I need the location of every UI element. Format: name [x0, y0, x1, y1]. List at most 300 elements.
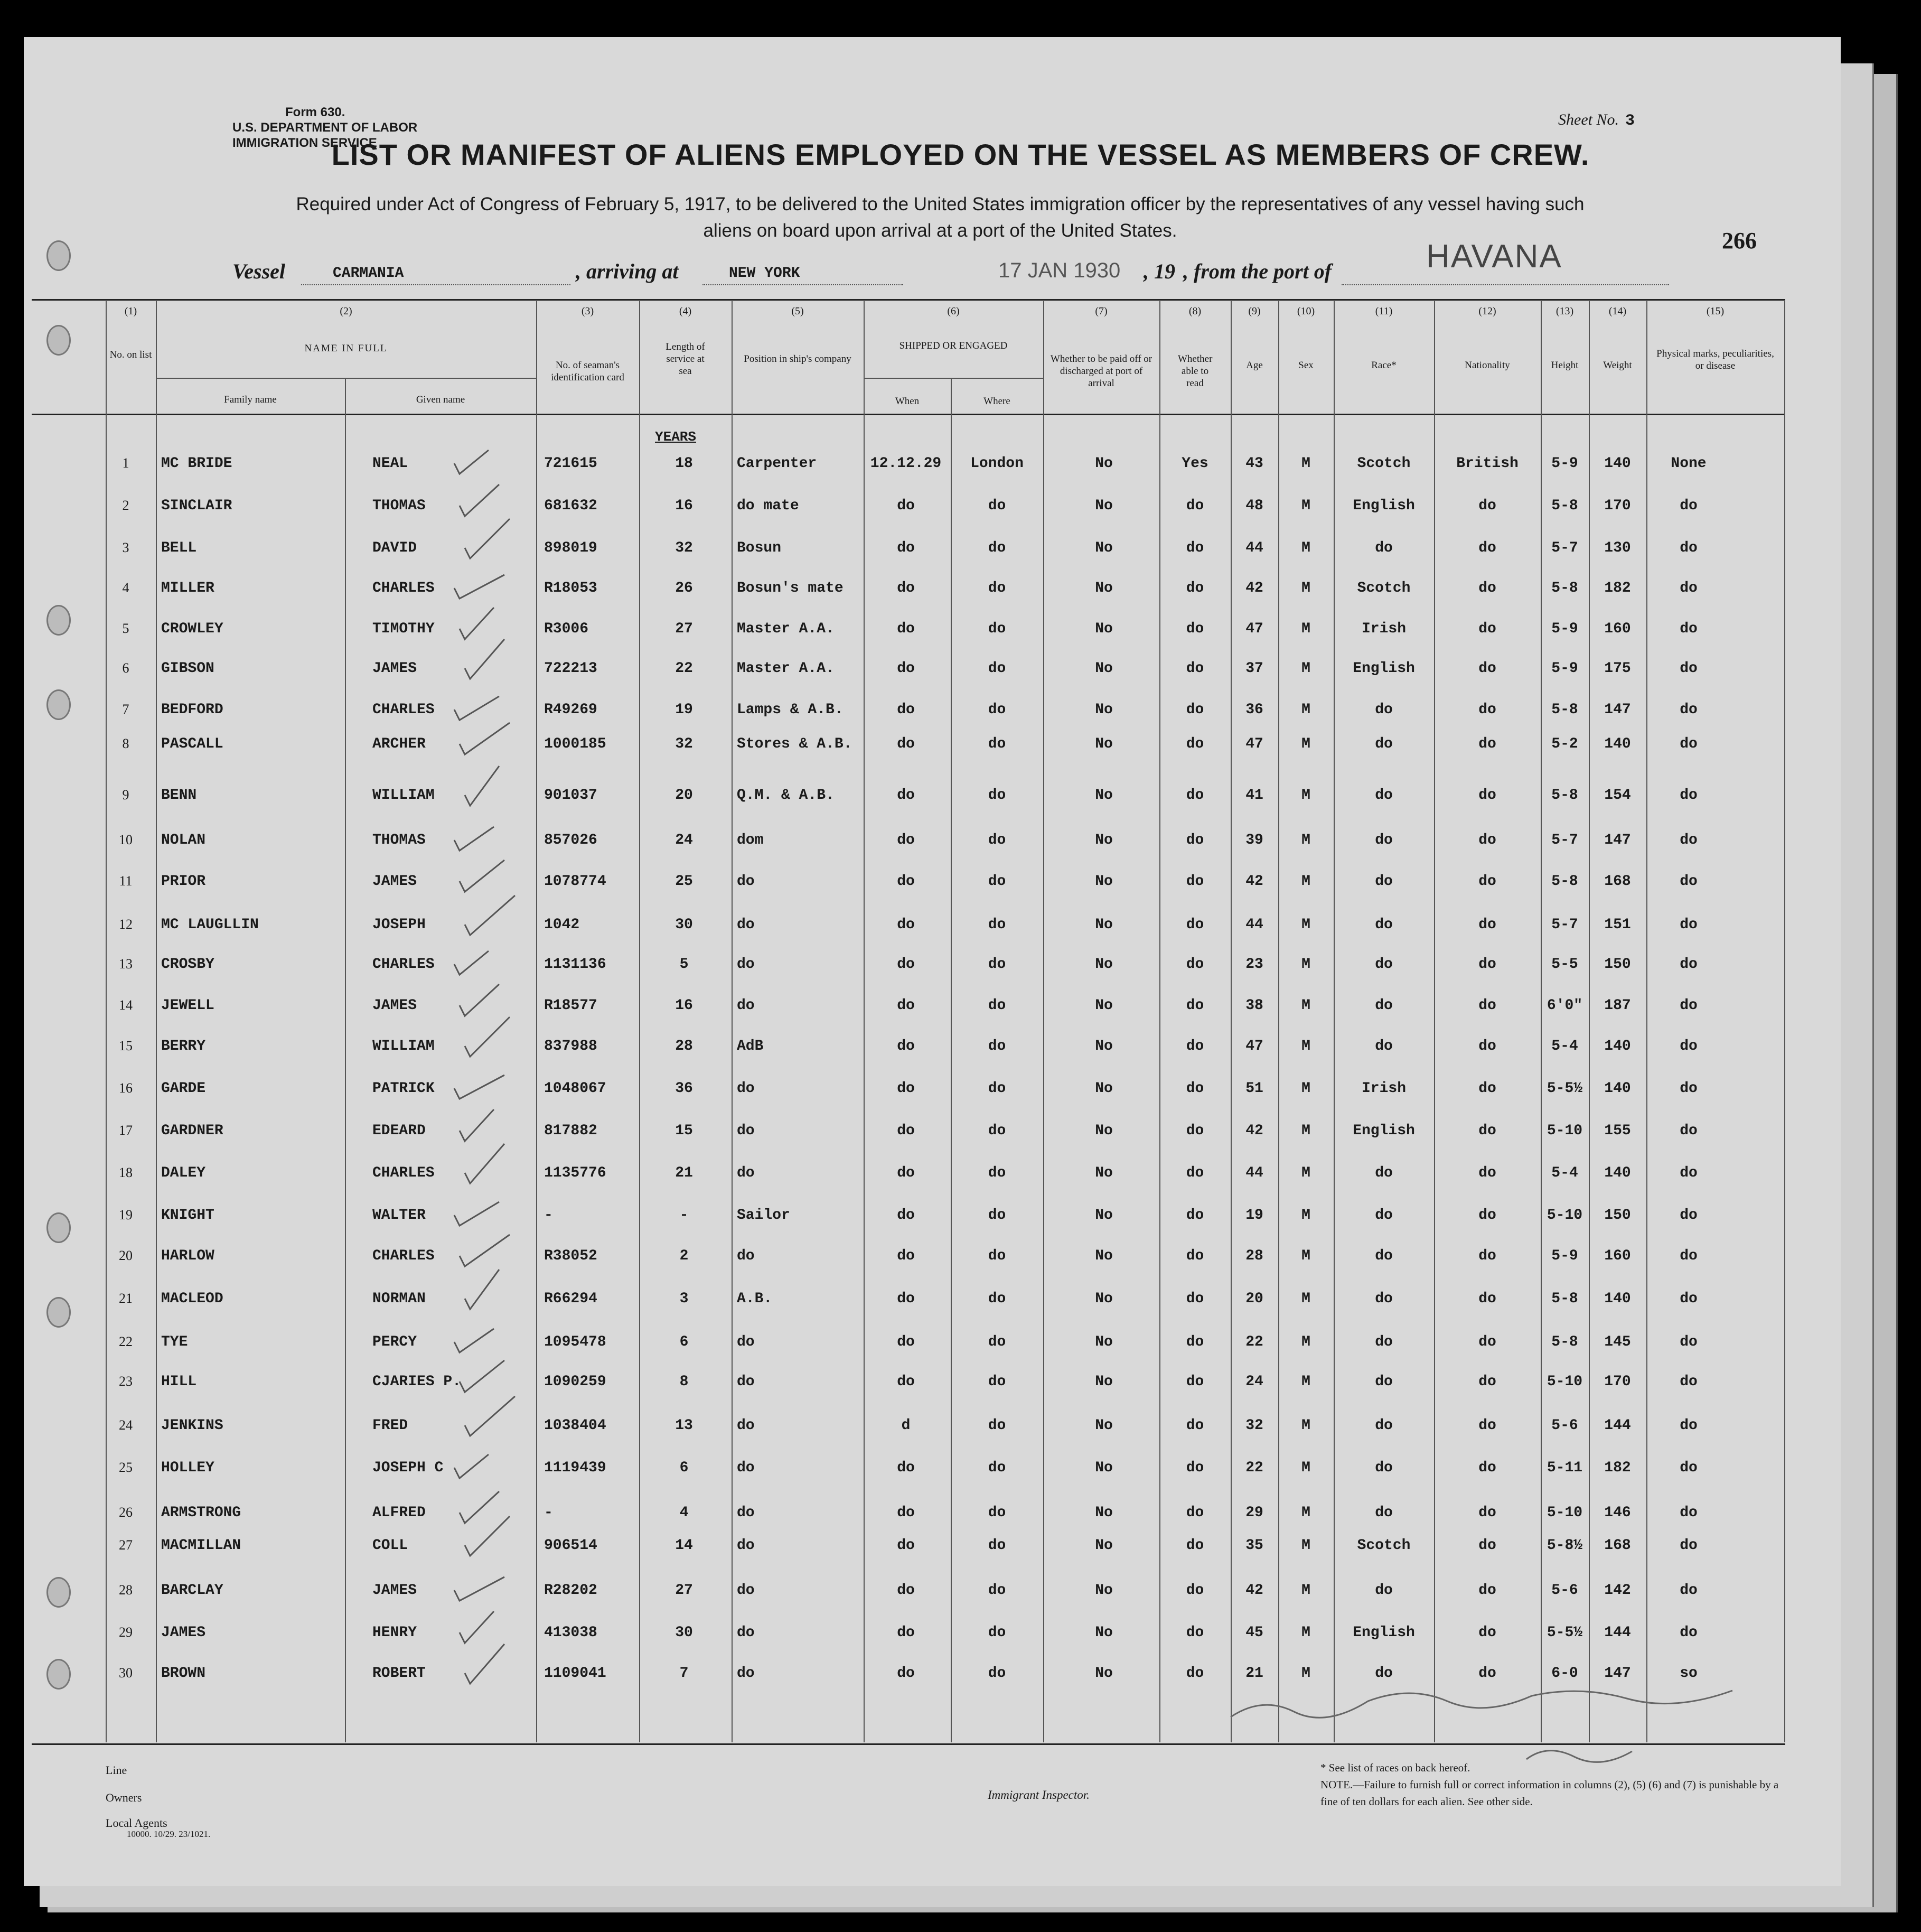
- cell-marks: do: [1680, 1248, 1698, 1264]
- cell-family: MILLER: [161, 580, 214, 596]
- cell-height: 5-2: [1551, 736, 1578, 752]
- colnum-2: (2): [340, 305, 352, 317]
- header-age: Age: [1246, 360, 1263, 371]
- row-number: 29: [119, 1625, 133, 1640]
- row-number: 27: [119, 1537, 133, 1553]
- cell-nationality: do: [1478, 1038, 1496, 1054]
- cell-given: JOSEPH: [372, 917, 426, 933]
- row-number: 14: [119, 997, 133, 1013]
- check-mark: [454, 1329, 494, 1352]
- check-mark: [454, 951, 489, 975]
- cell-paid: No: [1095, 997, 1113, 1014]
- cell-when: do: [897, 997, 915, 1014]
- row-number: 11: [119, 873, 133, 889]
- cell-position: do: [737, 1374, 755, 1390]
- cell-card: 721615: [544, 455, 597, 472]
- row-number: 20: [119, 1248, 133, 1263]
- check-mark: [465, 1270, 499, 1309]
- cell-position: Lamps & A.B.: [737, 702, 844, 718]
- cell-given: JAMES: [372, 660, 417, 677]
- cell-where: do: [988, 917, 1006, 933]
- cell-height: 6-0: [1551, 1665, 1578, 1682]
- cell-height: 5-8: [1551, 787, 1578, 804]
- cell-given: CJARIES P.: [372, 1374, 462, 1390]
- check-mark: [465, 766, 499, 806]
- cell-when: do: [897, 832, 915, 848]
- cell-weight: 142: [1604, 1582, 1631, 1599]
- cell-card: R18053: [544, 580, 597, 596]
- check-mark: [454, 450, 489, 474]
- cell-height: 5-8: [1551, 873, 1578, 890]
- header-paid-off: Whether to be paid off or discharged at port of arrival: [1050, 353, 1152, 389]
- cell-nationality: do: [1478, 832, 1496, 848]
- cell-when: do: [897, 736, 915, 752]
- cell-sex: M: [1301, 1080, 1310, 1097]
- cell-weight: 175: [1604, 660, 1631, 677]
- cell-sex: M: [1301, 1291, 1310, 1307]
- penalty-note: NOTE.—Failure to furnish full or correct information in columns (2), (5) (6) and (7) is punishable by a fine of ten dollars for each alien. See other side.: [1320, 1778, 1779, 1808]
- cell-length: 6: [679, 1334, 689, 1350]
- colnum-14: (14): [1608, 305, 1627, 317]
- row-number: 2: [122, 498, 129, 513]
- cell-read: do: [1186, 1334, 1204, 1350]
- cell-paid: No: [1095, 455, 1113, 472]
- cell-race: do: [1375, 1582, 1393, 1599]
- vessel-label: Vessel: [232, 259, 285, 283]
- cell-sex: M: [1301, 787, 1310, 804]
- cell-weight: 147: [1604, 702, 1631, 718]
- cell-given: TIMOTHY: [372, 621, 435, 637]
- cell-paid: No: [1095, 1165, 1113, 1181]
- year-label: , 19: [1144, 259, 1175, 283]
- print-code: 10000. 10/29. 23/1021.: [127, 1829, 211, 1839]
- cell-nationality: British: [1456, 455, 1519, 472]
- cell-where: do: [988, 956, 1006, 973]
- cell-race: Scotch: [1357, 455, 1411, 472]
- cell-position: do: [737, 956, 755, 973]
- cell-given: THOMAS: [372, 498, 426, 514]
- cell-family: ARMSTRONG: [161, 1505, 241, 1521]
- cell-race: English: [1353, 1123, 1415, 1139]
- cell-marks: do: [1680, 997, 1698, 1014]
- cell-when: do: [897, 1123, 915, 1139]
- cell-weight: 154: [1604, 787, 1631, 804]
- cell-weight: 182: [1604, 580, 1631, 596]
- cell-family: CROSBY: [161, 956, 214, 973]
- cell-race: English: [1353, 660, 1415, 677]
- cell-paid: No: [1095, 1374, 1113, 1390]
- page-number: 266: [1722, 228, 1757, 254]
- cell-when: do: [897, 1665, 915, 1682]
- cell-when: do: [897, 702, 915, 718]
- cell-age: 35: [1245, 1537, 1263, 1554]
- cell-card: 1135776: [544, 1165, 606, 1181]
- cell-nationality: do: [1478, 540, 1496, 556]
- cell-nationality: do: [1478, 1374, 1496, 1390]
- cell-card: 817882: [544, 1123, 597, 1139]
- sheet-label: Sheet No.: [1558, 111, 1619, 128]
- cell-height: 5-11: [1547, 1460, 1583, 1476]
- cell-given: JAMES: [372, 1582, 417, 1599]
- cell-position: do: [737, 1417, 755, 1434]
- footer-note: [1320, 1759, 1785, 1810]
- cell-card: 901037: [544, 787, 597, 804]
- cell-race: do: [1375, 1207, 1393, 1224]
- cell-given: WALTER: [372, 1207, 426, 1224]
- from-port: HAVANA: [1426, 238, 1562, 275]
- cell-given: ROBERT: [372, 1665, 426, 1682]
- cell-when: do: [897, 1080, 915, 1097]
- signature: [1231, 1691, 1732, 1718]
- cell-when: do: [897, 621, 915, 637]
- cell-where: do: [988, 787, 1006, 804]
- cell-weight: 144: [1604, 1417, 1631, 1434]
- cell-weight: 170: [1604, 1374, 1631, 1390]
- cell-given: HENRY: [372, 1625, 417, 1641]
- cell-age: 37: [1245, 660, 1263, 677]
- cell-sex: M: [1301, 660, 1310, 677]
- cell-given: EDEARD: [372, 1123, 426, 1139]
- row-number: 21: [119, 1291, 133, 1306]
- cell-sex: M: [1301, 832, 1310, 848]
- check-mark: [454, 1454, 489, 1478]
- cell-when: do: [897, 1625, 915, 1641]
- cell-position: do: [737, 1505, 755, 1521]
- check-mark: [460, 1611, 494, 1643]
- cell-position: Q.M. & A.B.: [737, 787, 835, 804]
- check-mark: [454, 575, 504, 599]
- cell-paid: No: [1095, 1665, 1113, 1682]
- cell-weight: 144: [1604, 1625, 1631, 1641]
- cell-weight: 147: [1604, 832, 1631, 848]
- cell-age: 20: [1245, 1291, 1263, 1307]
- cell-length: 16: [675, 997, 693, 1014]
- cell-height: 5-4: [1551, 1165, 1578, 1181]
- cell-weight: 150: [1604, 1207, 1631, 1224]
- cell-given: ALFRED: [372, 1505, 426, 1521]
- cell-length: 20: [675, 787, 693, 804]
- cell-marks: do: [1680, 1374, 1698, 1390]
- cell-where: do: [988, 1582, 1006, 1599]
- cell-read: do: [1186, 540, 1204, 556]
- cell-nationality: do: [1478, 1625, 1496, 1641]
- cell-height: 5-10: [1547, 1374, 1583, 1390]
- cell-when: do: [897, 1038, 915, 1054]
- cell-family: BELL: [161, 540, 197, 556]
- cell-given: JAMES: [372, 997, 417, 1014]
- cell-marks: do: [1680, 873, 1698, 890]
- cell-age: 22: [1245, 1334, 1263, 1350]
- date-stamp: 17 JAN 1930: [998, 259, 1121, 282]
- cell-card: R38052: [544, 1248, 597, 1264]
- cell-nationality: do: [1478, 621, 1496, 637]
- cell-family: SINCLAIR: [161, 498, 232, 514]
- cell-nationality: do: [1478, 660, 1496, 677]
- row-number: 10: [119, 832, 133, 847]
- cell-card: 898019: [544, 540, 597, 556]
- cell-read: do: [1186, 1417, 1204, 1434]
- cell-marks: do: [1680, 1080, 1698, 1097]
- row-number: 9: [122, 787, 129, 802]
- cell-given: PATRICK: [372, 1080, 435, 1097]
- cell-where: do: [988, 660, 1006, 677]
- cell-family: GIBSON: [161, 660, 214, 677]
- cell-family: BROWN: [161, 1665, 206, 1682]
- check-mark: [465, 1144, 504, 1183]
- cell-marks: do: [1680, 1334, 1698, 1350]
- cell-length: -: [679, 1207, 689, 1224]
- cell-height: 5-5½: [1547, 1080, 1583, 1097]
- cell-position: do: [737, 1123, 755, 1139]
- cell-given: DAVID: [372, 540, 417, 556]
- cell-card: 1119439: [544, 1460, 606, 1476]
- cell-age: 32: [1245, 1417, 1263, 1434]
- cell-weight: 187: [1604, 997, 1631, 1014]
- cell-height: 5-9: [1551, 621, 1578, 637]
- cell-position: do: [737, 1582, 755, 1599]
- row-number: 19: [119, 1207, 133, 1222]
- cell-given: THOMAS: [372, 832, 426, 848]
- cell-age: 36: [1245, 702, 1263, 718]
- cell-nationality: do: [1478, 1334, 1496, 1350]
- cell-given: CHARLES: [372, 1248, 435, 1264]
- header-given-name: Given name: [416, 394, 465, 405]
- cell-weight: 140: [1604, 1038, 1631, 1054]
- cell-race: do: [1375, 1417, 1393, 1434]
- cell-card: 906514: [544, 1537, 597, 1554]
- cell-age: 28: [1245, 1248, 1263, 1264]
- cell-position: do: [737, 1460, 755, 1476]
- footer-line-label: Line: [106, 1763, 127, 1777]
- cell-sex: M: [1301, 702, 1310, 718]
- cell-age: 29: [1245, 1505, 1263, 1521]
- row-number: 12: [119, 917, 133, 932]
- check-mark: [460, 1360, 504, 1392]
- header-race: Race*: [1371, 360, 1397, 371]
- cell-position: A.B.: [737, 1291, 773, 1307]
- cell-family: PASCALL: [161, 736, 223, 752]
- check-mark: [460, 1491, 499, 1523]
- header-position: Position in ship's company: [744, 353, 851, 365]
- cell-nationality: do: [1478, 1123, 1496, 1139]
- cell-marks: do: [1680, 1625, 1698, 1641]
- cell-read: do: [1186, 1460, 1204, 1476]
- cell-length: 16: [675, 498, 693, 514]
- cell-paid: No: [1095, 1207, 1113, 1224]
- cell-card: 1078774: [544, 873, 606, 890]
- cell-read: do: [1186, 787, 1204, 804]
- cell-given: WILLIAM: [372, 1038, 435, 1054]
- cell-sex: M: [1301, 1582, 1310, 1599]
- cell-read: do: [1186, 1123, 1204, 1139]
- cell-length: 4: [679, 1505, 689, 1521]
- cell-race: do: [1375, 956, 1393, 973]
- cell-nationality: do: [1478, 1207, 1496, 1224]
- cell-nationality: do: [1478, 1505, 1496, 1521]
- cell-when: do: [897, 540, 915, 556]
- cell-age: 51: [1245, 1080, 1263, 1097]
- cell-given: CHARLES: [372, 1165, 435, 1181]
- cell-paid: No: [1095, 621, 1113, 637]
- cell-sex: M: [1301, 1537, 1310, 1554]
- cell-nationality: do: [1478, 702, 1496, 718]
- cell-position: Stores & A.B.: [737, 736, 852, 752]
- cell-sex: M: [1301, 1665, 1310, 1682]
- cell-sex: M: [1301, 1207, 1310, 1224]
- check-mark: [460, 1235, 510, 1266]
- cell-where: do: [988, 1537, 1006, 1554]
- cell-position: do: [737, 1165, 755, 1181]
- cell-sex: M: [1301, 1625, 1310, 1641]
- check-mark: [465, 895, 515, 935]
- cell-paid: No: [1095, 1417, 1113, 1434]
- cell-read: do: [1186, 1291, 1204, 1307]
- cell-where: do: [988, 702, 1006, 718]
- subtitle-line-2: aliens on board upon arrival at a port of the United States.: [703, 220, 1177, 241]
- header-nationality: Nationality: [1465, 360, 1510, 371]
- row-number: 1: [122, 455, 129, 471]
- colnum-10: (10): [1297, 305, 1315, 317]
- cell-marks: do: [1680, 956, 1698, 973]
- row-number: 13: [119, 956, 133, 972]
- cell-race: do: [1375, 1165, 1393, 1181]
- years-label: YEARS: [655, 429, 697, 445]
- cell-read: do: [1186, 660, 1204, 677]
- cell-race: do: [1375, 787, 1393, 804]
- cell-when: do: [897, 580, 915, 596]
- cell-height: 5-6: [1551, 1417, 1578, 1434]
- cell-nationality: do: [1478, 736, 1496, 752]
- cell-position: AdB: [737, 1038, 764, 1054]
- cell-length: 13: [675, 1417, 693, 1434]
- cell-weight: 151: [1604, 917, 1631, 933]
- cell-read: do: [1186, 1248, 1204, 1264]
- row-number: 30: [119, 1665, 133, 1681]
- colnum-11: (11): [1375, 305, 1393, 317]
- cell-paid: No: [1095, 580, 1113, 596]
- cell-race: do: [1375, 1374, 1393, 1390]
- cell-paid: No: [1095, 1625, 1113, 1641]
- cell-where: do: [988, 1207, 1006, 1224]
- cell-where: do: [988, 498, 1006, 514]
- cell-family: PRIOR: [161, 873, 206, 890]
- cell-weight: 155: [1604, 1123, 1631, 1139]
- cell-family: JENKINS: [161, 1417, 223, 1434]
- cell-length: 27: [675, 1582, 693, 1599]
- row-number: 3: [122, 540, 129, 555]
- cell-race: do: [1375, 1291, 1393, 1307]
- check-mark: [465, 1644, 504, 1684]
- cell-paid: No: [1095, 873, 1113, 890]
- row-number: 24: [119, 1417, 133, 1433]
- cell-nationality: do: [1478, 787, 1496, 804]
- cell-paid: No: [1095, 1505, 1113, 1521]
- cell-nationality: do: [1478, 1665, 1496, 1682]
- cell-family: MACLEOD: [161, 1291, 223, 1307]
- department: U.S. DEPARTMENT OF LABOR: [232, 120, 418, 135]
- cell-sex: M: [1301, 1417, 1310, 1434]
- cell-card: R3006: [544, 621, 589, 637]
- cell-where: do: [988, 1625, 1006, 1641]
- cell-card: 857026: [544, 832, 597, 848]
- cell-read: do: [1186, 1537, 1204, 1554]
- cell-family: HILL: [161, 1374, 197, 1390]
- cell-race: Irish: [1361, 621, 1406, 637]
- cell-where: do: [988, 580, 1006, 596]
- cell-where: London: [970, 455, 1024, 472]
- cell-marks: do: [1680, 1460, 1698, 1476]
- cell-where: do: [988, 1291, 1006, 1307]
- cell-marks: do: [1680, 540, 1698, 556]
- cell-sex: M: [1301, 540, 1310, 556]
- cell-where: do: [988, 1165, 1006, 1181]
- cell-paid: No: [1095, 702, 1113, 718]
- cell-family: BEDFORD: [161, 702, 223, 718]
- cell-where: do: [988, 1460, 1006, 1476]
- colnum-5: (5): [791, 305, 804, 317]
- cell-length: 36: [675, 1080, 693, 1097]
- cell-given: NORMAN: [372, 1291, 426, 1307]
- cell-weight: 182: [1604, 1460, 1631, 1476]
- cell-length: 7: [679, 1665, 689, 1682]
- cell-read: do: [1186, 1165, 1204, 1181]
- cell-card: 1095478: [544, 1334, 606, 1350]
- cell-age: 45: [1245, 1625, 1263, 1641]
- cell-read: do: [1186, 997, 1204, 1014]
- arriving-port: NEW YORK: [729, 265, 800, 282]
- cell-race: English: [1353, 1625, 1415, 1641]
- cell-height: 5-5½: [1547, 1625, 1583, 1641]
- header-length-service: Length of service at sea: [666, 341, 705, 377]
- cell-read: do: [1186, 1374, 1204, 1390]
- cell-height: 5-9: [1551, 1248, 1578, 1264]
- check-mark: [454, 1075, 504, 1099]
- cell-height: 5-10: [1547, 1207, 1583, 1224]
- cell-length: 15: [675, 1123, 693, 1139]
- header-when: When: [895, 396, 920, 407]
- cell-weight: 140: [1604, 1165, 1631, 1181]
- cell-race: do: [1375, 736, 1393, 752]
- cell-weight: 168: [1604, 873, 1631, 890]
- cell-card: 837988: [544, 1038, 597, 1054]
- cell-family: BARCLAY: [161, 1582, 223, 1599]
- cell-card: 1000185: [544, 736, 606, 752]
- cell-age: 42: [1245, 1582, 1263, 1599]
- cell-card: R28202: [544, 1582, 597, 1599]
- cell-paid: No: [1095, 1291, 1113, 1307]
- colnum-9: (9): [1248, 305, 1261, 317]
- cell-age: 47: [1245, 1038, 1263, 1054]
- cell-weight: 145: [1604, 1334, 1631, 1350]
- cell-age: 42: [1245, 1123, 1263, 1139]
- cell-race: Irish: [1361, 1080, 1406, 1097]
- colnum-6: (6): [947, 305, 960, 317]
- cell-position: do: [737, 1334, 755, 1350]
- cell-when: do: [897, 1334, 915, 1350]
- cell-given: PERCY: [372, 1334, 417, 1350]
- cell-read: do: [1186, 1207, 1204, 1224]
- cell-race: Scotch: [1357, 1537, 1411, 1554]
- cell-weight: 146: [1604, 1505, 1631, 1521]
- cell-family: MC LAUGLLIN: [161, 917, 259, 933]
- header-family-name: Family name: [224, 394, 277, 405]
- row-number: 8: [122, 736, 129, 751]
- cell-height: 5-8: [1551, 498, 1578, 514]
- arriving-label: , arriving at: [576, 259, 679, 283]
- cell-nationality: do: [1478, 498, 1496, 514]
- check-mark: [454, 696, 499, 720]
- cell-age: 42: [1245, 873, 1263, 890]
